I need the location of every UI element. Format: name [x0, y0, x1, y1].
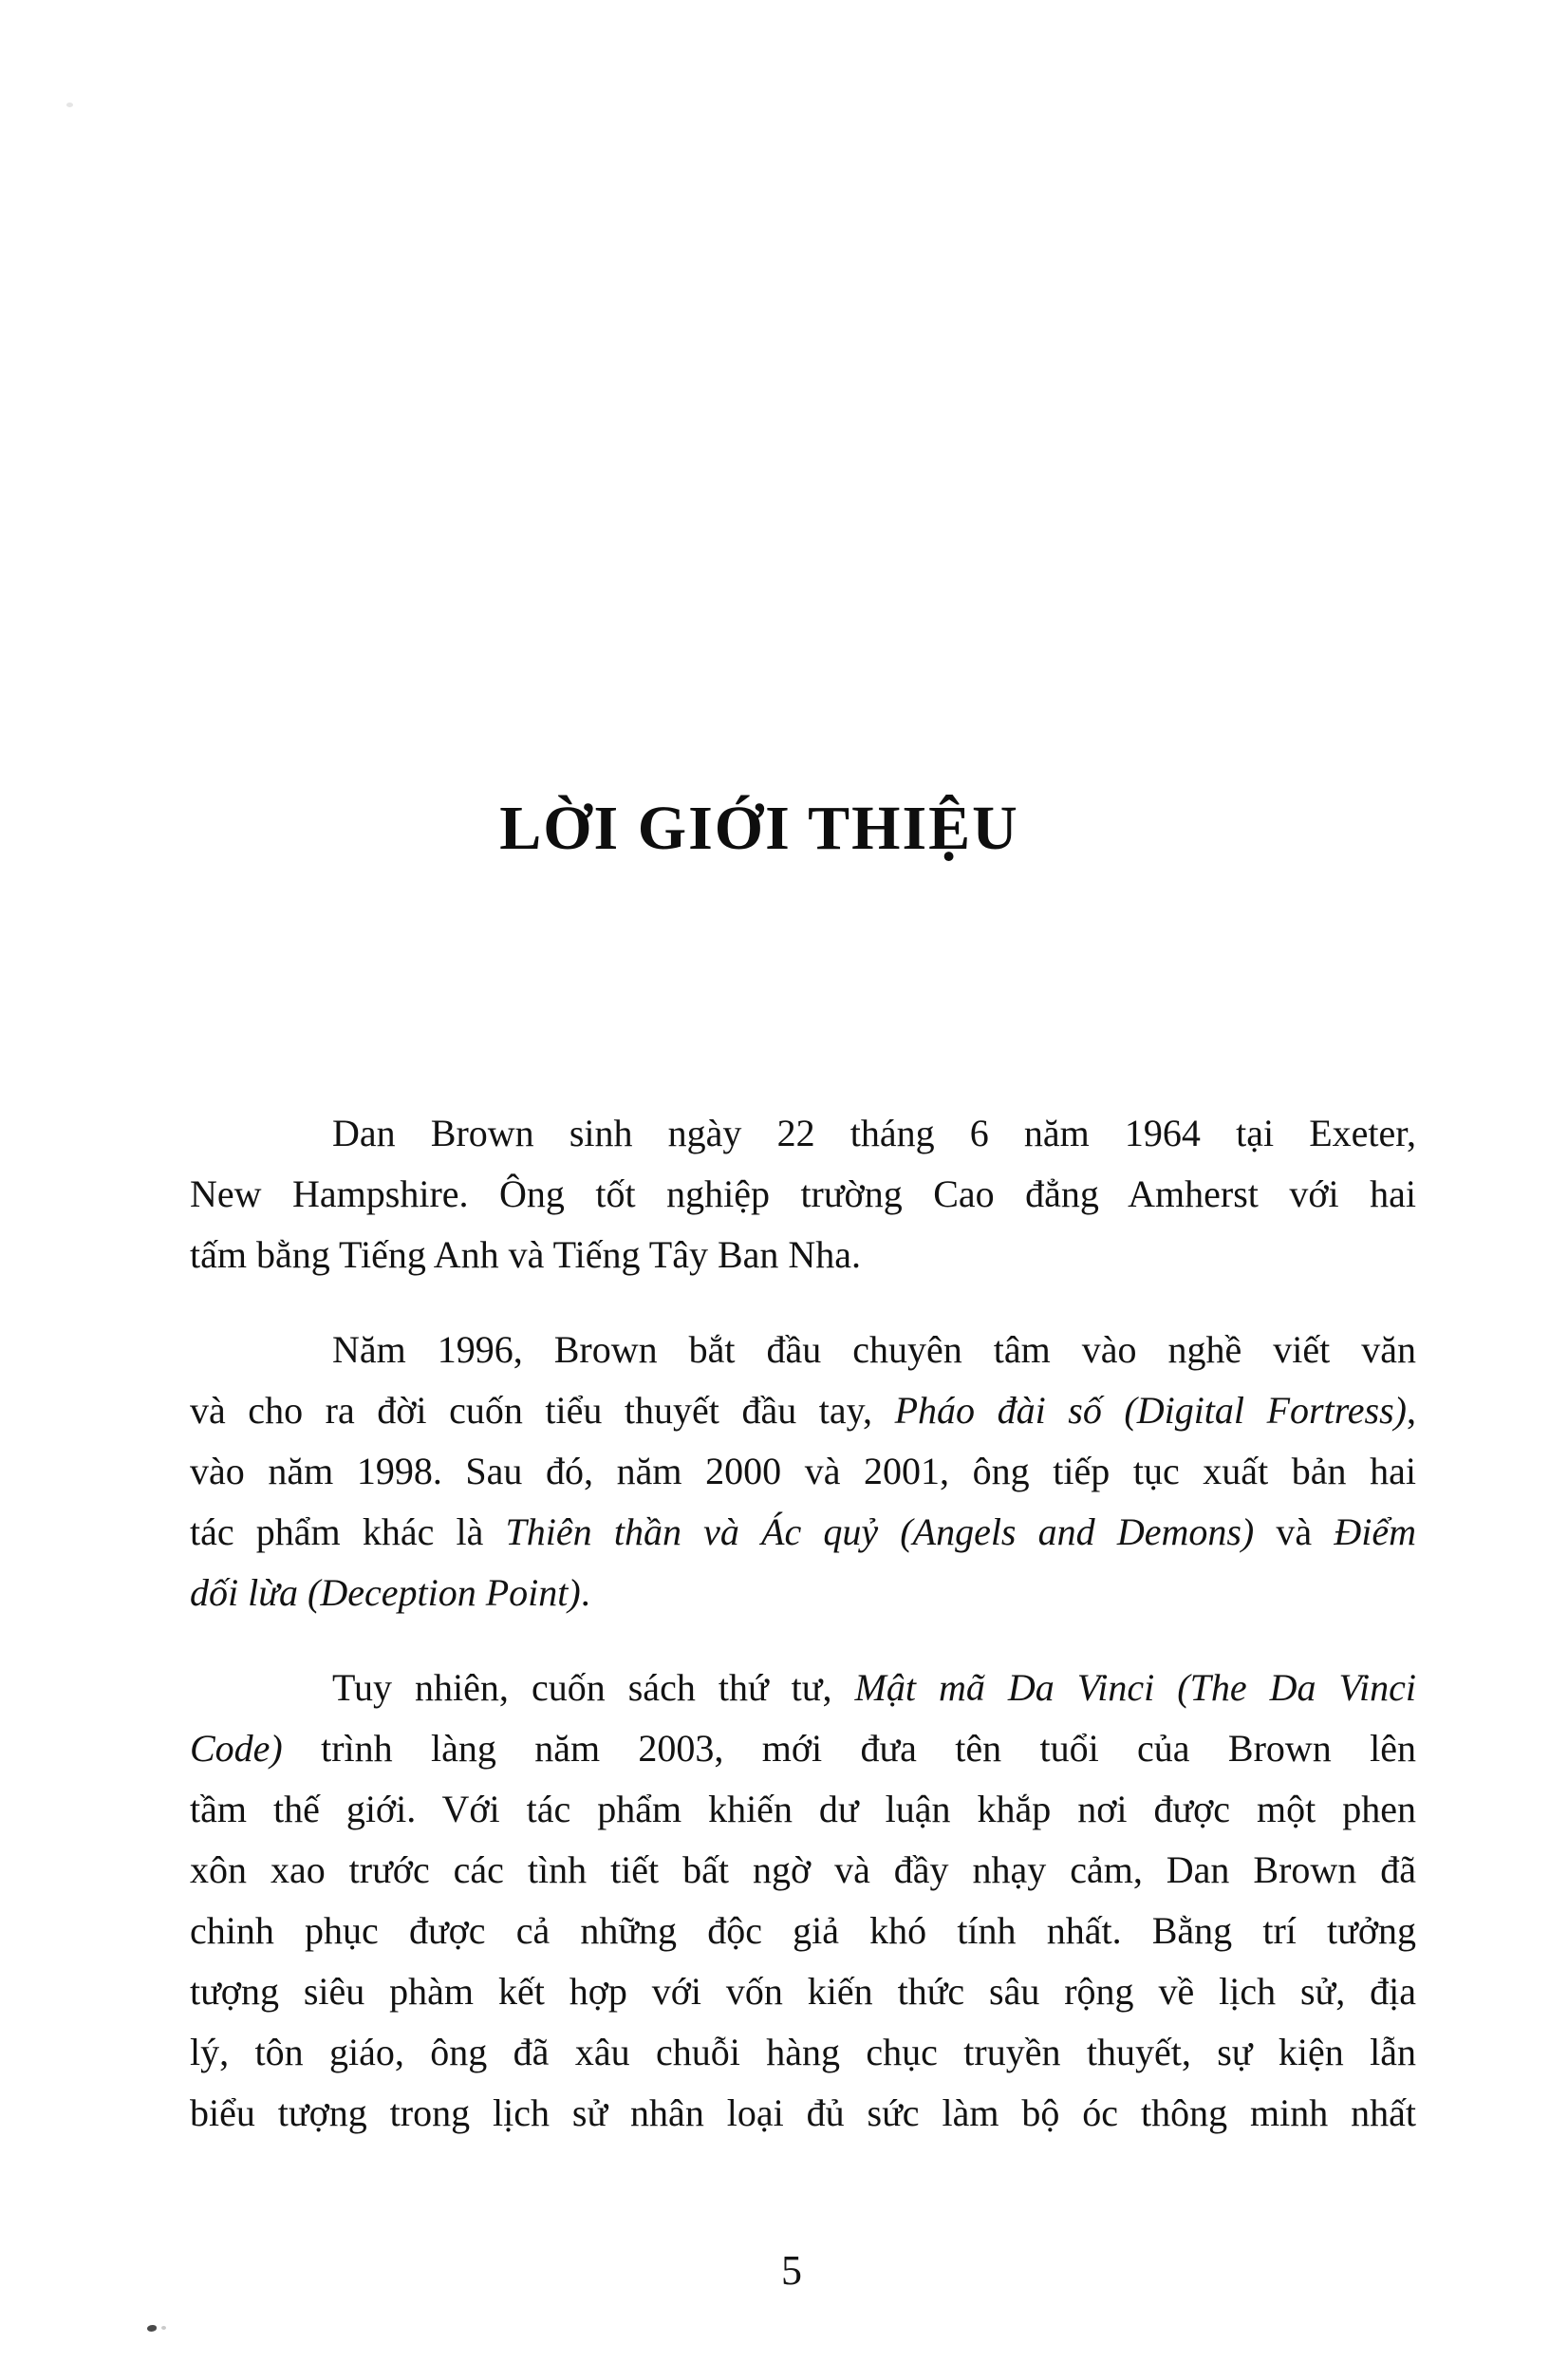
- body-text-segment: Năm 1996, Brown bắt đầu chuyên tâm vào nghề viết văn: [332, 1328, 1416, 1371]
- text-line: [190, 1502, 1416, 1563]
- body-text: [190, 1103, 1416, 2144]
- book-title-italic-text: dối lừa (Deception Point): [190, 1571, 581, 1614]
- paragraph: [190, 1103, 1416, 1285]
- body-text-segment: tượng siêu phàm kết hợp với vốn kiến thức sâu rộng về lịch sử, địa: [190, 1970, 1416, 2013]
- page-number: 5: [781, 2247, 802, 2294]
- paragraph: [190, 1320, 1416, 1623]
- paragraph: [190, 1658, 1416, 2144]
- body-text-segment: vào năm 1998. Sau đó, năm 2000 và 2001, ông tiếp tục xuất bản hai: [190, 1450, 1416, 1492]
- body-text-segment: Tuy nhiên, cuốn sách thứ tư,: [332, 1666, 855, 1709]
- scan-speck: [161, 2326, 166, 2330]
- text-line: [190, 1961, 1416, 2022]
- text-line: [190, 1840, 1416, 1901]
- scan-speck: [147, 2325, 157, 2332]
- book-title-italic-text: Thiên thần và Ác quỷ (Angels and Demons): [505, 1510, 1255, 1553]
- book-title-italic-text: Điểm: [1334, 1510, 1416, 1553]
- text-line: [190, 2022, 1416, 2083]
- body-text-segment: và cho ra đời cuốn tiểu thuyết đầu tay,: [190, 1389, 895, 1432]
- body-text-segment: lý, tôn giáo, ông đã xâu chuỗi hàng chục truyền thuyết, sự kiện lẫn: [190, 2031, 1416, 2073]
- text-line: [190, 1718, 1416, 1779]
- body-text-segment: chinh phục được cả những độc giả khó tính nhất. Bằng trí tưởng: [190, 1909, 1416, 1952]
- body-text-segment: ,: [1407, 1389, 1416, 1432]
- body-text-segment: tác phẩm khác là: [190, 1510, 506, 1553]
- body-text-segment: xôn xao trước các tình tiết bất ngờ và đầy nhạy cảm, Dan Brown đã: [190, 1848, 1416, 1891]
- scan-speck: [66, 103, 73, 107]
- text-line: [190, 1563, 1416, 1623]
- text-line: [190, 1380, 1416, 1441]
- book-title-italic-text: Mật mã Da Vinci (The Da Vinci: [854, 1666, 1416, 1709]
- body-text-segment: .: [580, 1571, 590, 1614]
- text-line: [190, 1103, 1416, 1164]
- text-line: [190, 2083, 1416, 2144]
- page-title: LỜI GIỚI THIỆU: [499, 794, 1019, 863]
- text-line: [190, 1225, 1416, 1285]
- book-title-italic-text: Pháo đài số (Digital Fortress): [894, 1389, 1407, 1432]
- body-text-segment: và: [1254, 1510, 1335, 1553]
- body-text-segment: trình làng năm 2003, mới đưa tên tuổi của Brown lên: [282, 1727, 1416, 1770]
- body-text-segment: tấm bằng Tiếng Anh và Tiếng Tây Ban Nha.: [190, 1233, 862, 1276]
- body-text-segment: biểu tượng trong lịch sử nhân loại đủ sức làm bộ óc thông minh nhất: [190, 2091, 1416, 2134]
- text-line: [190, 1658, 1416, 1718]
- book-title-italic-text: Code): [190, 1727, 283, 1770]
- body-text-segment: New Hampshire. Ông tốt nghiệp trường Cao đẳng Amherst với hai: [190, 1172, 1416, 1215]
- body-text-segment: Dan Brown sinh ngày 22 tháng 6 năm 1964 tại Exeter,: [332, 1112, 1416, 1154]
- text-line: [190, 1779, 1416, 1840]
- body-text-segment: tầm thế giới. Với tác phẩm khiến dư luận khắp nơi được một phen: [190, 1788, 1416, 1830]
- text-line: [190, 1320, 1416, 1380]
- text-line: [190, 1441, 1416, 1502]
- text-line: [190, 1164, 1416, 1225]
- text-line: [190, 1901, 1416, 1961]
